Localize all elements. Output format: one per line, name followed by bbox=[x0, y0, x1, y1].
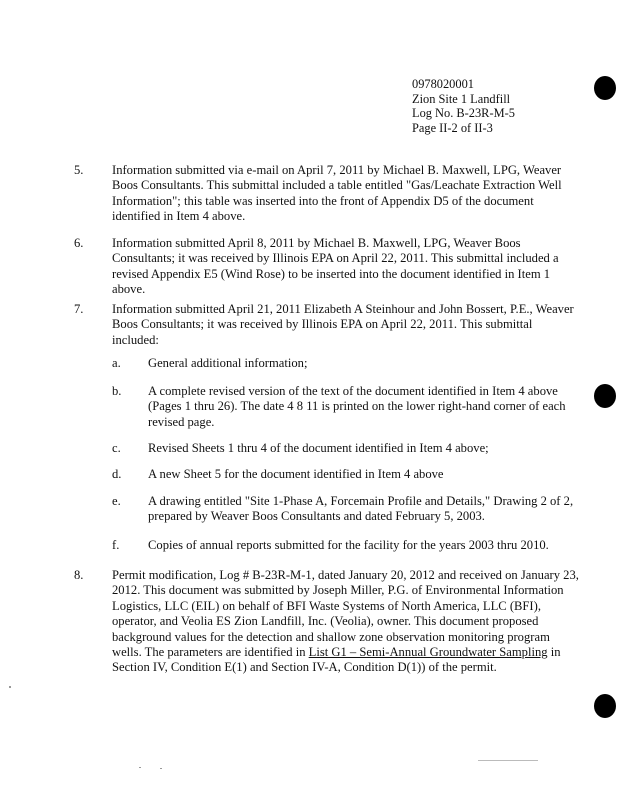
sub-item-text: Revised Sheets 1 thru 4 of the document identified in Item 4 above; bbox=[148, 441, 489, 455]
sub-item-text: General additional information; bbox=[148, 356, 308, 370]
item-number: 6. bbox=[74, 236, 84, 250]
scan-speck bbox=[9, 686, 11, 688]
item-text: Information submitted via e-mail on April 7, 2011 by Michael B. Maxwell, LPG, Weaver Boos Consultants. This submittal included a table entitled "Gas/Leachate Extraction Well Information"; this table was inserted into the front of Appendix D5 of the document identified in Item 4 above. bbox=[112, 163, 562, 224]
sub-item-letter: d. bbox=[112, 467, 122, 481]
sub-item-letter: e. bbox=[112, 494, 121, 508]
sub-item-text: Copies of annual reports submitted for the facility for the years 2003 thru 2010. bbox=[148, 538, 549, 552]
page-header bbox=[412, 77, 515, 135]
scan-speck bbox=[478, 760, 538, 761]
item-text-before: Permit modification, Log # B-23R-M-1, dated January 20, 2012 and received on January 23, 2012. This document was submitted by Joseph Miller, P.G. of Environmental Information Logistics, LLC (EIL) on behalf of BFI Waste Systems of North America, LLC (BFI), operator, and Veolia ES Zion Landfill, Inc. (Veolia), owner. This document proposed background values for the detection and shallow zone observation monitoring program wells. The parameters are identified in bbox=[112, 568, 579, 660]
sub-item-text: A drawing entitled "Site 1-Phase A, Forcemain Profile and Details," Drawing 2 of 2, prepared by Weaver Boos Consultants and dated February 5, 2003. bbox=[148, 494, 574, 524]
item-number: 7. bbox=[74, 302, 84, 316]
sub-item-letter: f. bbox=[112, 538, 120, 552]
log-number: Log No. B-23R-M-5 bbox=[412, 106, 515, 121]
item-text: Information submitted April 8, 2011 by Michael B. Maxwell, LPG, Weaver Boos Consultants; it was received by Illinois EPA on April 22, 2011. This submittal included a revised Appendix E5 (Wind Rose) to be inserted into the document identified in Item 1 above. bbox=[112, 236, 559, 297]
item-text bbox=[112, 568, 580, 676]
hole-punch-bottom bbox=[594, 694, 616, 718]
sub-item-letter: c. bbox=[112, 441, 121, 455]
item-number: 8. bbox=[74, 568, 84, 582]
list-g1-reference: List G1 – Semi-Annual Groundwater Sampling bbox=[308, 645, 548, 660]
sub-item-letter: b. bbox=[112, 384, 122, 398]
sub-item-text: A complete revised version of the text of the document identified in Item 4 above (Pages 1 thru 26). The date 4 8 11 is printed on the lower right-hand corner of each revised page. bbox=[148, 384, 566, 429]
hole-punch-middle bbox=[594, 384, 616, 408]
item-number: 5. bbox=[74, 163, 84, 177]
scan-speck bbox=[160, 768, 162, 769]
sub-item-text: A new Sheet 5 for the document identified in Item 4 above bbox=[148, 467, 444, 481]
document-id: 0978020001 bbox=[412, 77, 474, 91]
hole-punch-top bbox=[594, 76, 616, 100]
page-number: Page II-2 of II-3 bbox=[412, 120, 493, 135]
scan-speck bbox=[139, 767, 141, 768]
site-name: Zion Site 1 Landfill bbox=[412, 91, 511, 106]
sub-item-letter: a. bbox=[112, 356, 121, 370]
item-text-after: in Section IV, Condition E(1) and Section IV-A, Condition D(1)) of the permit. bbox=[112, 645, 561, 675]
item-text: Information submitted April 21, 2011 Elizabeth A Steinhour and John Bossert, P.E., Weaver Boos Consultants; it was received by Illinois EPA on April 22, 2011. This submittal included: bbox=[112, 302, 574, 347]
